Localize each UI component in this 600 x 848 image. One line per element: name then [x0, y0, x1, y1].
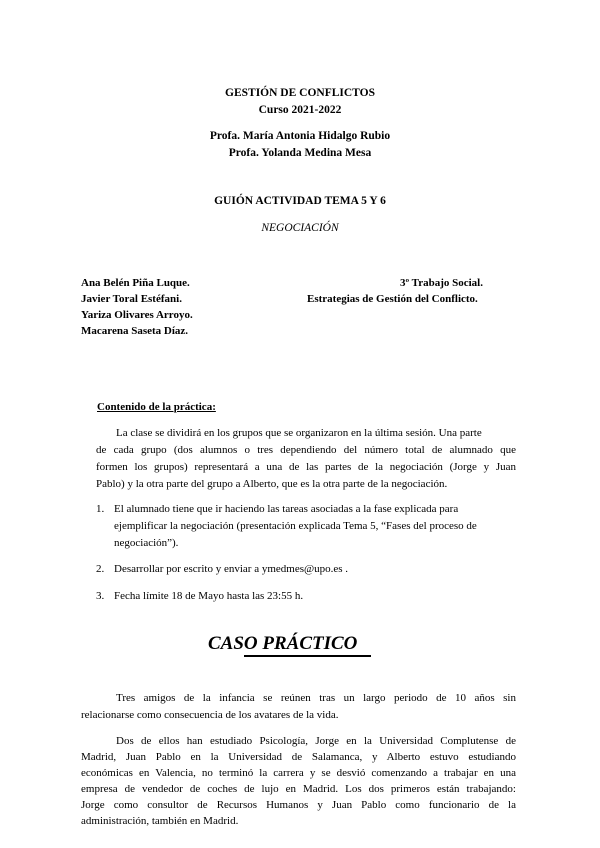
list-number: 2. [96, 563, 105, 575]
activity-subtitle: NEGOCIACIÓN [261, 222, 339, 234]
case-p2-line: empresa de vendedor de coches de lujo en Madrid. Los dos primeros están trabajando: [81, 783, 516, 795]
student-name: Macarena Saseta Díaz. [81, 325, 189, 337]
intro-line: formen los grupos) representará a una de las partes de la negociación (Jorge y Juan [96, 461, 516, 473]
intro-line: Pablo) y la otra parte del grupo a Alberto, que es la otra parte de la negociación. [96, 478, 448, 490]
list-item-1-line: El alumnado tiene que ir haciendo las tareas asociadas a la fase explicada para [114, 503, 459, 515]
professor-1: Profa. María Antonia Hidalgo Rubio [209, 130, 391, 142]
list-item-1-line: negociación”). [114, 537, 179, 549]
content-heading: Contenido de la práctica: [97, 401, 216, 413]
case-p2-line: Madrid, Juan Pablo en la Universidad de Salamanca, y Alberto estuvo estudiando [81, 751, 516, 763]
intro-line: La clase se dividirá en los grupos que se organizaron en la última sesión. Una parte [116, 427, 482, 439]
course-year: Curso 2021-2022 [258, 104, 342, 116]
student-name: Ana Belén Piña Luque. [81, 277, 190, 289]
list-number: 1. [96, 503, 105, 515]
list-number: 3. [96, 590, 105, 602]
student-name: Javier Toral Estéfani. [81, 293, 182, 305]
case-p1-line: relacionarse como consecuencia de los avatares de la vida. [81, 709, 339, 721]
case-p2-line: Jorge como consultor de Recursos Humanos y Juan Pablo como funcionario de la [81, 799, 516, 811]
list-item-2: Desarrollar por escrito y enviar a ymedmes@upo.es . [114, 563, 349, 575]
professor-2: Profa. Yolanda Medina Mesa [228, 147, 372, 159]
list-item-1-line: ejemplificar la negociación (presentación explicada Tema 5, “Fases del proceso de [114, 520, 477, 532]
case-p2-line: Dos de ellos han estudiado Psicología, Jorge en la Universidad Complutense de [116, 735, 516, 747]
course-title: GESTIÓN DE CONFLICTOS [225, 87, 375, 99]
case-p1-line: Tres amigos de la infancia se reúnen tras un largo periodo de 10 años sin [116, 692, 516, 704]
course-subject: Estrategias de Gestión del Conflicto. [307, 293, 478, 305]
activity-title: GUIÓN ACTIVIDAD TEMA 5 Y 6 [214, 195, 386, 207]
student-name: Yariza Olivares Arroyo. [81, 309, 193, 321]
intro-line: de cada grupo (dos alumnos o tres dependiendo del número total de alumnado que [96, 444, 516, 456]
case-title: CASO PRÁCTICO [208, 633, 358, 654]
list-item-3: Fecha límite 18 de Mayo hasta las 23:55 h. [114, 590, 304, 602]
case-p2-line: económicas en Valencia, no terminó la carrera y se desvió comenzando a trabajar en una [81, 767, 516, 779]
case-p2-line: administración, también en Madrid. [81, 815, 239, 827]
case-title-underline [244, 655, 371, 657]
course-group: 3º Trabajo Social. [400, 277, 483, 289]
